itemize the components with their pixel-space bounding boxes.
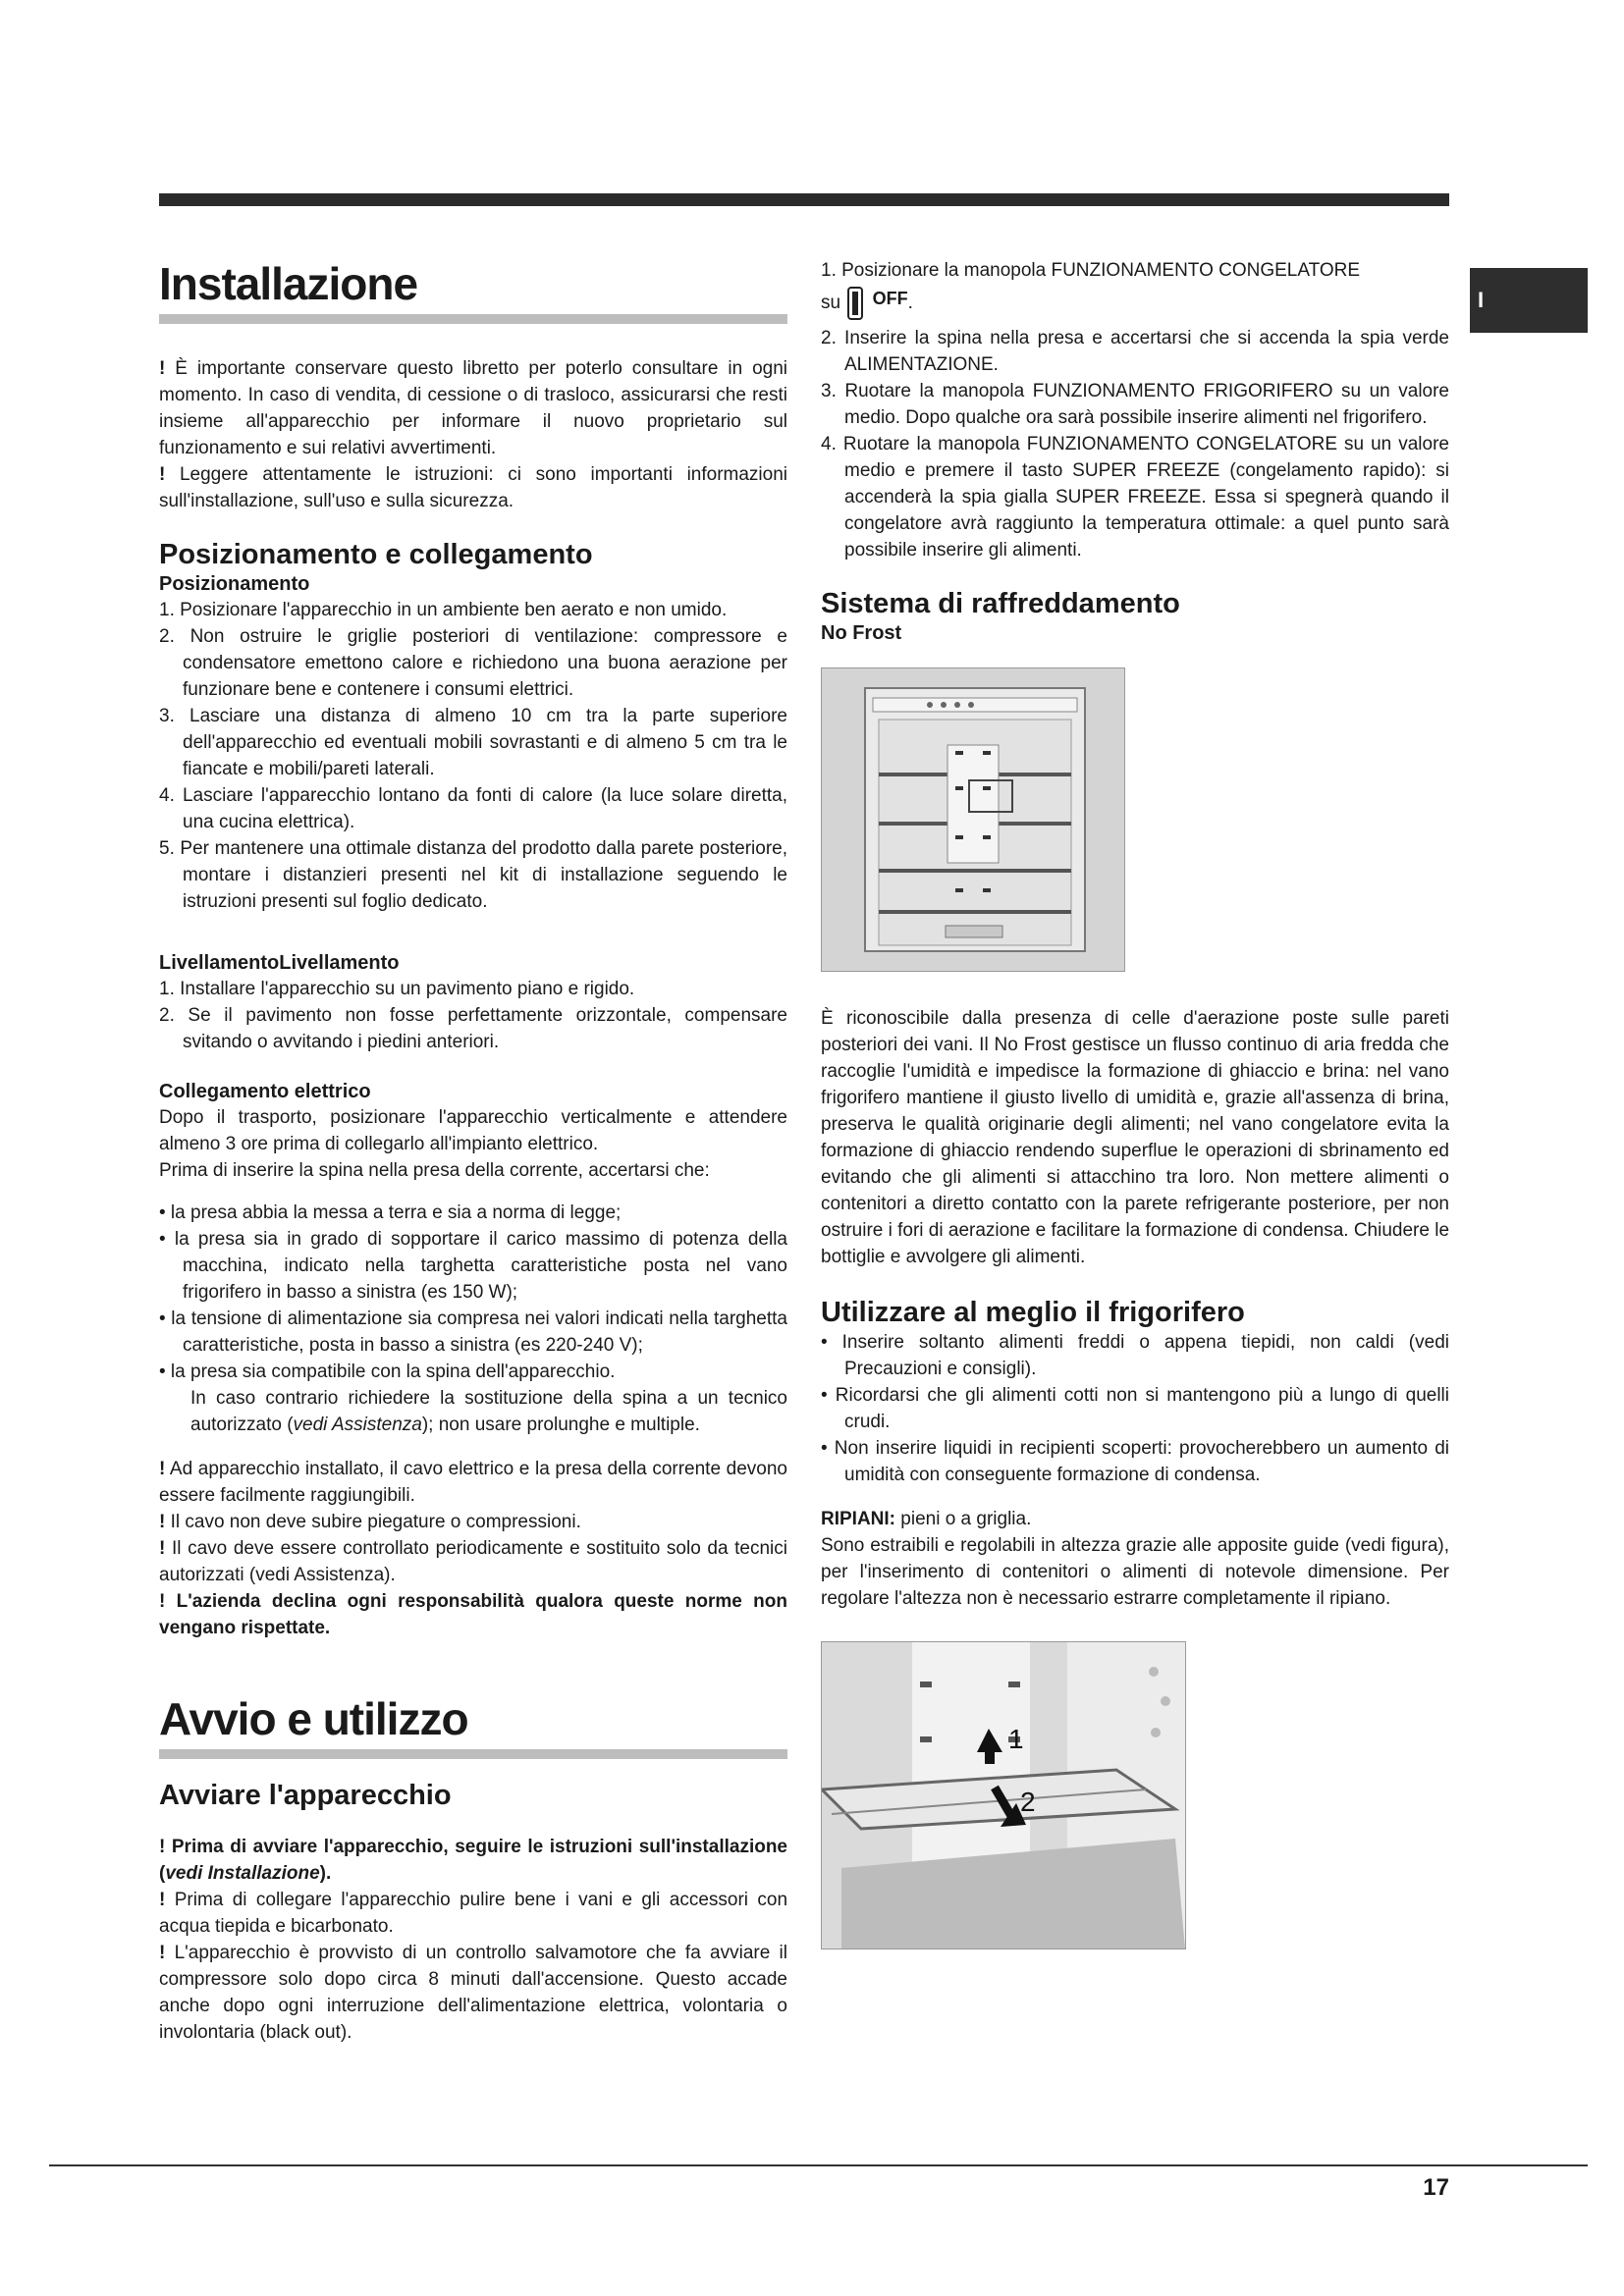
heading-avviare: Avviare l'apparecchio (159, 1780, 452, 1811)
subheading-no-frost: No Frost (821, 622, 902, 644)
list-item: 2. Se il pavimento non fosse perfettamente orizzontale, compensare svitando o avvitando i piedini anteriori. (159, 1005, 787, 1052)
right-column (821, 257, 1449, 1949)
subheading-livellamento: LivellamentoLivellamento (159, 952, 400, 974)
knob-off-icon (845, 286, 867, 321)
list-item: • la presa sia compatibile con la spina dell'apparecchio. (159, 1362, 616, 1382)
shelf-adjust-figure (821, 1641, 1186, 1949)
list-item: 1. Installare l'apparecchio su un pavimento piano e rigido. (159, 979, 635, 999)
section-title-avvio: Avvio e utilizzo (159, 1693, 468, 1744)
shelf-illustration (822, 1642, 1185, 1949)
ripiani-description: Sono estraibili e regolabili in altezza grazie alle apposite guide (vedi figura), per l'inserimento di contenitori o alimenti di notevole dimensione. Per regolare l'altezza non è necessario estrarre completamente il ripiano. (821, 1535, 1449, 1609)
list-item: 4. Lasciare l'apparecchio lontano da fonti di calore (la luce solare diretta, una cucina elettrica). (159, 785, 787, 832)
step-label-2: 2 (1020, 1787, 1036, 1817)
list-item: • la tensione di alimentazione sia compresa nei valori indicati nella targhetta caratteristiche, posta in basso a sinistra (es 220-240 V); (159, 1308, 787, 1356)
step-label-1: 1 (1008, 1724, 1024, 1754)
ripiani-paragraph: RIPIANI: pieni o a griglia. (821, 1509, 1032, 1529)
language-tab: I (1470, 268, 1588, 333)
list-item: • Inserire soltanto alimenti freddi o appena tiepidi, non caldi (vedi Precauzioni e consigli). (821, 1332, 1449, 1379)
intro-paragraph-2: ! Leggere attentamente le istruzioni: ci sono importanti informazioni sull'installazione, sull'uso e sulla sicurezza. (159, 464, 787, 511)
fridge-illustration (822, 668, 1124, 971)
link-installazione[interactable]: vedi Installazione (165, 1863, 320, 1884)
section-title-installazione: Installazione (159, 258, 418, 309)
utilizzare-list (821, 1329, 1449, 1488)
list-item: 4. Ruotare la manopola FUNZIONAMENTO CONGELATORE su un valore medio e premere il tasto SUPER FREEZE (congelamento rapido): si accenderà la spia gialla SUPER FREEZE. Essa si spegnerà quando il congelatore avrà raggiunto la temperatura ottimale: a quel punto sarà possibile inserire gli alimenti. (821, 434, 1449, 561)
list-item: 5. Per mantenere una ottimale distanza del prodotto dalla parete posteriore, montare i distanzieri presenti nel kit di installazione seguendo le istruzioni presenti sul foglio dedicato. (159, 838, 787, 912)
avvio-paragraph-2: ! Prima di collegare l'apparecchio pulire bene i vani e gli accessori con acqua tiepida e bicarbonato. (159, 1890, 788, 1937)
heading-sistema-raffreddamento: Sistema di raffreddamento (821, 588, 1180, 619)
list-item: 1. Posizionare l'apparecchio in un ambiente ben aerato e non umido. (159, 600, 728, 620)
left-column (159, 257, 787, 2046)
start-steps-list (821, 257, 1449, 563)
list-item: 2. Non ostruire le griglie posteriori di ventilazione: compressore e condensatore emettono calore e richiedono una buona aerazione per funzionare bene e contenere i consumi elettrici. (159, 626, 787, 700)
warning-4: ! L'azienda declina ogni responsabilità qualora queste norme non vengano rispettate. (159, 1591, 787, 1638)
collegamento-contrario: In caso contrario richiedere la sostituzione della spina a un tecnico autorizzato (vedi Assistenza); non usare prolunghe e multiple. (190, 1388, 787, 1435)
posizionamento-list (159, 597, 787, 915)
fridge-interior-figure (821, 667, 1125, 972)
list-item: 3. Lasciare una distanza di almeno 10 cm tra la parte superiore dell'apparecchio ed eventuali mobili sovrastanti e di almeno 5 cm tra le fiancate e mobili/pareti laterali. (159, 706, 787, 779)
title-rule (159, 314, 787, 324)
page-number: 17 (1423, 2174, 1449, 2201)
collegamento-list (159, 1200, 787, 1385)
warning-1: ! Ad apparecchio installato, il cavo elettrico e la presa della corrente devono essere facilmente raggiungibili. (159, 1459, 787, 1506)
link-assistenza[interactable]: vedi Assistenza (293, 1415, 422, 1435)
top-rule (159, 193, 1449, 206)
subheading-posizionamento: Posizionamento (159, 573, 310, 595)
subheading-collegamento-elettrico: Collegamento elettrico (159, 1081, 371, 1102)
warning-3: ! Il cavo deve essere controllato periodicamente e sostituito solo da tecnici autorizzati (vedi Assistenza). (159, 1538, 787, 1585)
heading-posizionamento-collegamento: Posizionamento e collegamento (159, 539, 593, 570)
bottom-rule (49, 2164, 1588, 2166)
avvio-paragraph-3: ! L'apparecchio è provvisto di un controllo salvamotore che fa avviare il compressore solo dopo circa 8 minuti dall'accensione. Questo accade anche dopo ogni interruzione dell'alimentazione elettrica, volontaria o involontaria (black out). (159, 1943, 788, 2043)
warning-2: ! Il cavo non deve subire piegature o compressioni. (159, 1512, 581, 1532)
title-rule (159, 1749, 787, 1759)
list-item: 1. Posizionare la manopola FUNZIONAMENTO CONGELATORE (821, 260, 1361, 281)
heading-utilizzare: Utilizzare al meglio il frigorifero (821, 1297, 1245, 1328)
collegamento-paragraph: Dopo il trasporto, posizionare l'apparecchio verticalmente e attendere almeno 3 ore prima di collegarlo all'impianto elettrico. (159, 1107, 787, 1154)
list-item: • la presa sia in grado di sopportare il carico massimo di potenza della macchina, indicato nella targhetta caratteristiche posta nel vano frigorifero in basso a sinistra (es 150 W); (159, 1229, 787, 1303)
intro-paragraph: ! È importante conservare questo libretto per poterlo consultare in ogni momento. In caso di vendita, di cessione o di trasloco, assicurarsi che resti insieme all'apparecchio per informare il nuovo proprietario sul funzionamento e sui relativi avvertimenti. (159, 358, 787, 458)
collegamento-paragraph-2: Prima di inserire la spina nella presa della corrente, accertarsi che: (159, 1160, 710, 1181)
livellamento-list (159, 976, 787, 1055)
no-frost-paragraph: È riconoscibile dalla presenza di celle d'aerazione poste sulle pareti posteriori dei vani. Il No Frost gestisce un flusso continuo di aria fredda che raccoglie l'umidità e impedisce la formazione di ghiaccio e brina: nel vano frigorifero mantiene il giusto livello di umidità e, grazie all'assenza di brina, preserva le qualità originarie degli alimenti; nel vano congelatore evita la formazione di ghiaccio rendendo superflue le operazioni di sbrinamento ed evitando che gli alimenti si attacchino tra loro. Non mettere alimenti o contenitori a diretto contatto con la parete refrigerante posteriore, per non ostruire i fori di aerazione e facilitare la formazione di condensa. Chiudere le bottiglie e avvolgere gli alimenti. (821, 1008, 1450, 1267)
list-item: • Non inserire liquidi in recipienti scoperti: provocherebbero un aumento di umidità con conseguente formazione di condensa. (821, 1438, 1449, 1485)
list-item: 3. Ruotare la manopola FUNZIONAMENTO FRIGORIFERO su un valore medio. Dopo qualche ora sarà possibile inserire alimenti nel frigorifero. (821, 381, 1449, 428)
avvio-paragraph-1: ! Prima di avviare l'apparecchio, seguire le istruzioni sull'installazione (vedi Installazione). (159, 1837, 788, 1884)
list-item: • la presa abbia la messa a terra e sia a norma di legge; (159, 1202, 622, 1223)
list-item: • Ricordarsi che gli alimenti cotti non si mantengono più a lungo di quelli crudi. (821, 1385, 1449, 1432)
list-item: 2. Inserire la spina nella presa e accertarsi che si accenda la spia verde ALIMENTAZIONE. (821, 328, 1449, 375)
off-symbol-line: su OFF. (821, 286, 1449, 321)
